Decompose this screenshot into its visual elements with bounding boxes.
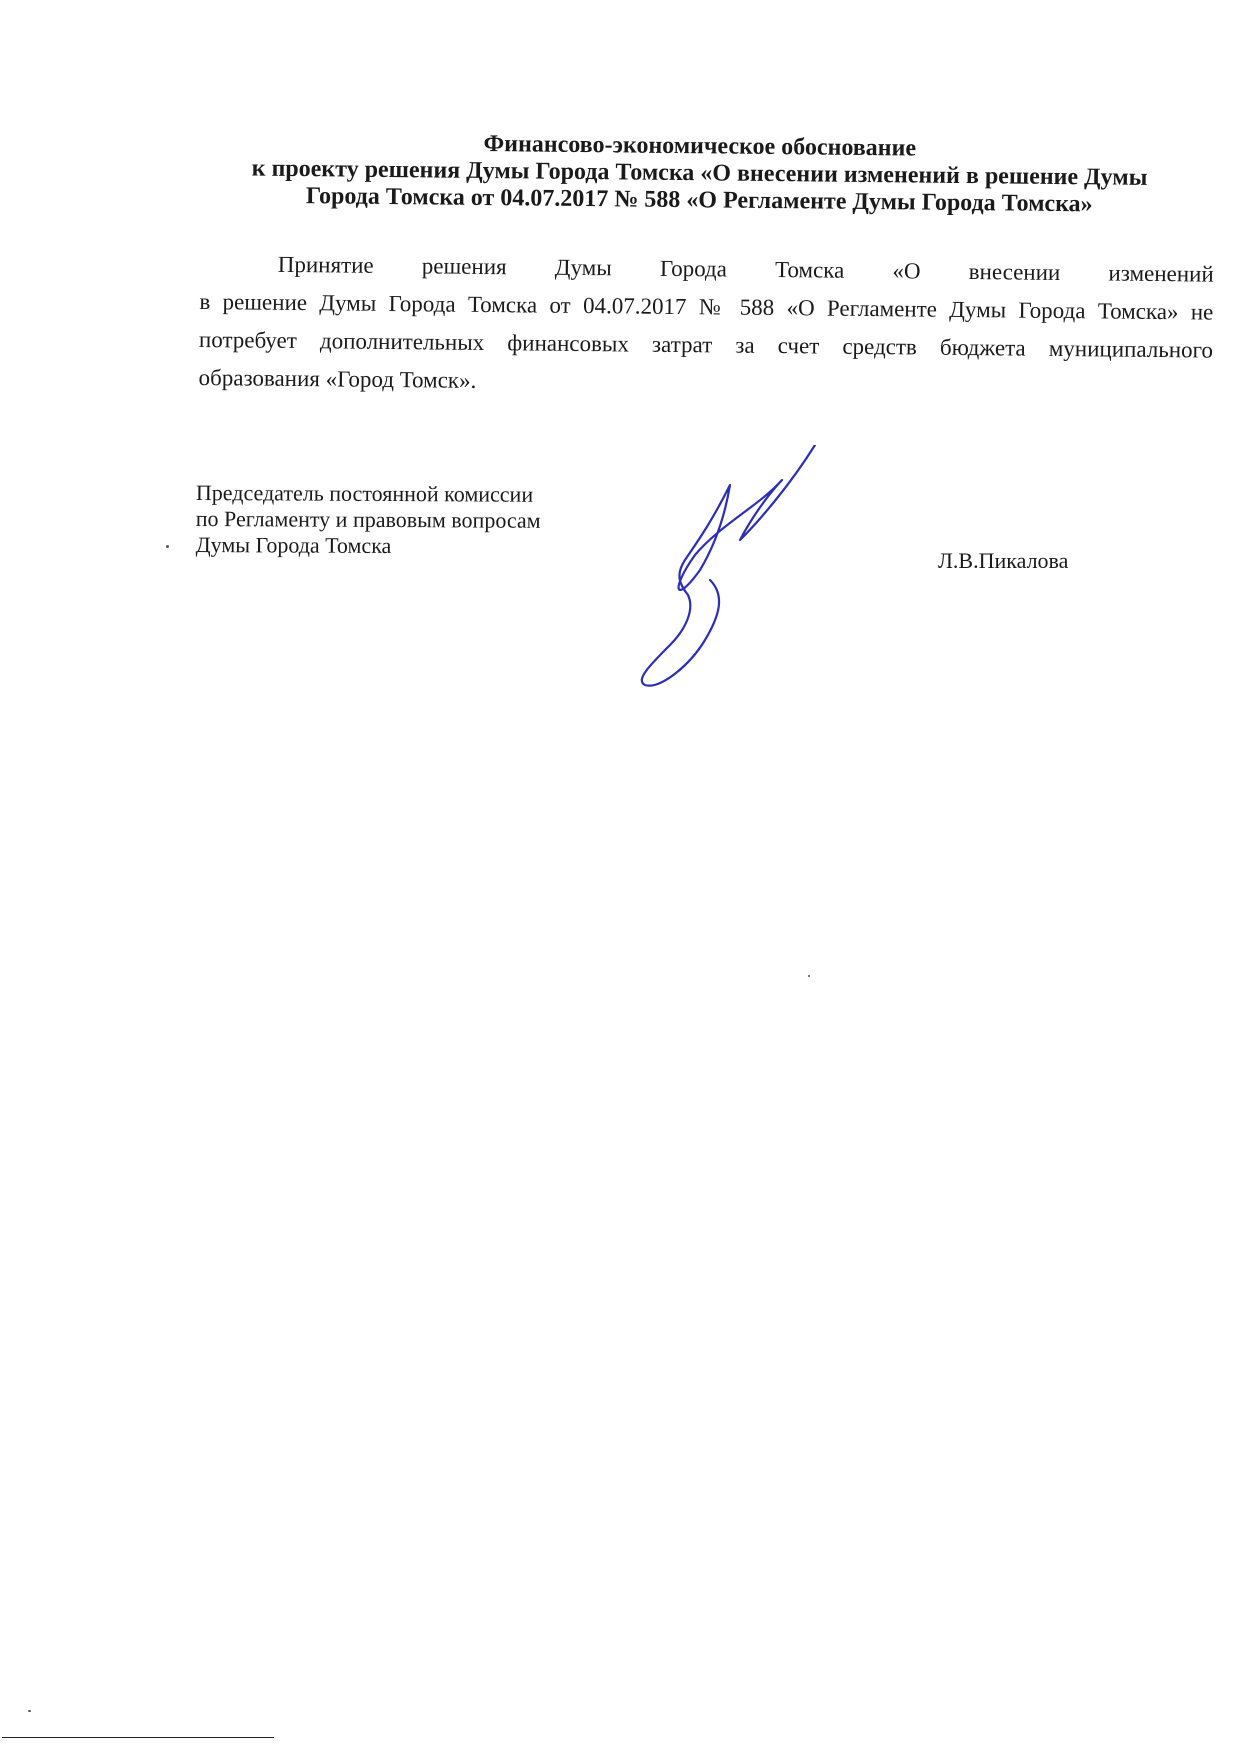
document-body (198, 245, 1214, 408)
scan-speck (28, 1710, 31, 1712)
document-title (199, 128, 1200, 219)
body-line: потребует дополнительных финансовых затрат за счет средств бюджета муниципального (198, 326, 1214, 363)
signer-name: Л.В.Пикалова (938, 548, 1069, 573)
title-line: Финансово-экономическое обоснование (483, 130, 917, 162)
signer-position-line: Думы Города Томска (195, 531, 392, 559)
body-line: в решение Думы Города Томска от 04.07.2017 № 588 «О Регламенте Думы Города Томска» не (199, 288, 1214, 325)
signer-position-line: по Регламенту и правовым вопросам (195, 505, 541, 533)
title-line: к проекту решения Думы Города Томска «О внесении изменений в решение Думы (251, 155, 1148, 191)
body-line: Принятие решения Думы Города Томска «О внесении изменений (277, 251, 1214, 287)
scan-speck (808, 975, 810, 977)
signer-position (196, 480, 541, 560)
body-line: образования «Город Томск». (198, 364, 477, 393)
scan-speck (166, 545, 169, 548)
title-line: Города Томска от 04.07.2017 № 588 «О Регламенте Думы Города Томска» (305, 183, 1093, 218)
handwritten-signature-icon (640, 445, 910, 720)
footer-rule (2, 1737, 274, 1738)
signer-position-line: Председатель постоянной комиссии (195, 480, 534, 507)
